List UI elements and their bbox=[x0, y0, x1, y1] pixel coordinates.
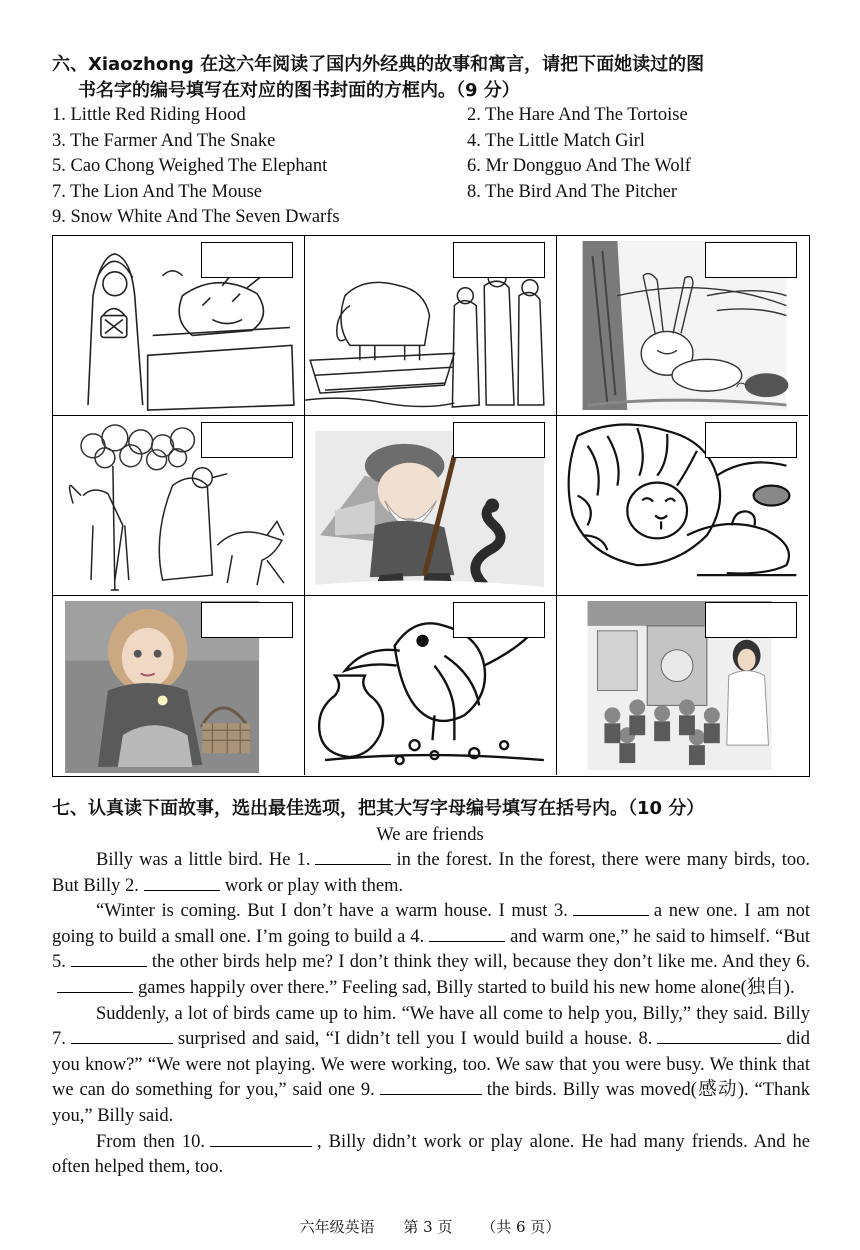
footer-page-number: 第 3 页 bbox=[403, 1218, 453, 1236]
picture-cell bbox=[305, 416, 557, 596]
book-item: 8. The Bird And The Pitcher bbox=[467, 181, 677, 202]
story-paragraph: “Winter is coming. But I don’t have a warm house. I must 3. a new one. I am not going to build a small one. I’m going to build a 4. and warm one,” he said to himself. “But 5. the other birds help me? I don’t think they will, because they don’t like me. And they 6.games happily over there.” Feeling sad, Billy started to build his new home alone(独自). bbox=[52, 901, 810, 998]
story-paragraph: Billy was a little bird. He 1. in the forest. In the forest, there were many birds, too. But Billy 2. work or play with them. bbox=[52, 850, 810, 896]
story-paragraph: From then 10. , Billy didn’t work or play alone. He had many friends. And he often helped them, too. bbox=[52, 1131, 810, 1178]
picture-cell bbox=[557, 596, 808, 775]
answer-box[interactable] bbox=[705, 242, 797, 278]
picture-cell bbox=[53, 596, 305, 775]
book-item: 9. Snow White And The Seven Dwarfs bbox=[52, 207, 340, 227]
blank-8[interactable] bbox=[657, 1028, 781, 1044]
page-footer bbox=[0, 1216, 860, 1237]
book-item: 6. Mr Dongguo And The Wolf bbox=[467, 156, 691, 176]
book-item: 2. The Hare And The Tortoise bbox=[467, 105, 688, 125]
picture-cell bbox=[557, 416, 808, 596]
section6-title bbox=[52, 52, 812, 104]
story-paragraph: Suddenly, a lot of birds came up to him. “We have all come to help you, Billy,” they said. Billy 7. surprised and said, “I didn’t tell you I would build a house. 8. did you know?” “We were not playing. We were working, too. We saw that you were busy. We think that we can do something for you,” said one 9. the birds. Billy was moved(感动). “Thank you,” Billy said. bbox=[52, 1003, 810, 1126]
answer-box[interactable] bbox=[201, 422, 293, 458]
picture-cell bbox=[305, 596, 557, 775]
book-item: 4. The Little Match Girl bbox=[467, 130, 645, 151]
book-item: 3. The Farmer And The Snake bbox=[52, 130, 276, 151]
book-item: 1. Little Red Riding Hood bbox=[52, 105, 246, 125]
book-list bbox=[52, 103, 812, 231]
book-item: 7. The Lion And The Mouse bbox=[52, 181, 262, 202]
blank-6[interactable] bbox=[57, 977, 133, 993]
blank-1[interactable] bbox=[315, 849, 391, 865]
blank-5[interactable] bbox=[71, 951, 147, 967]
blank-10[interactable] bbox=[210, 1131, 312, 1147]
picture-cell bbox=[557, 236, 808, 416]
picture-cell bbox=[53, 416, 305, 596]
section6-title-line1: 六、Xiaozhong 在这六年阅读了国内外经典的故事和寓言，请把下面她读过的图 bbox=[52, 54, 705, 75]
blank-7[interactable] bbox=[71, 1028, 173, 1044]
blank-3[interactable] bbox=[573, 900, 649, 916]
book-item: 5. Cao Chong Weighed The Elephant bbox=[52, 156, 328, 176]
blank-4[interactable] bbox=[429, 926, 505, 942]
picture-cell bbox=[53, 236, 305, 416]
story-title: We are friends bbox=[376, 825, 484, 845]
answer-box[interactable] bbox=[201, 602, 293, 638]
footer-subject: 六年级英语 bbox=[299, 1218, 375, 1236]
blank-2[interactable] bbox=[144, 875, 220, 891]
answer-box[interactable] bbox=[705, 422, 797, 458]
answer-box[interactable] bbox=[453, 602, 545, 638]
footer-total-pages: （共 6 页） bbox=[481, 1218, 561, 1236]
blank-9[interactable] bbox=[380, 1079, 482, 1095]
picture-cell bbox=[305, 236, 557, 416]
answer-box[interactable] bbox=[453, 242, 545, 278]
answer-box[interactable] bbox=[201, 242, 293, 278]
story-text bbox=[52, 848, 810, 1181]
answer-box[interactable] bbox=[453, 422, 545, 458]
answer-box[interactable] bbox=[705, 602, 797, 638]
picture-grid bbox=[52, 235, 810, 777]
section7-title: 七、认真读下面故事，选出最佳选项，把其大写字母编号填写在括号内。（10 分） bbox=[52, 798, 705, 819]
section6-title-line2: 书名字的编号填写在对应的图书封面的方框内。（9 分） bbox=[78, 80, 520, 101]
